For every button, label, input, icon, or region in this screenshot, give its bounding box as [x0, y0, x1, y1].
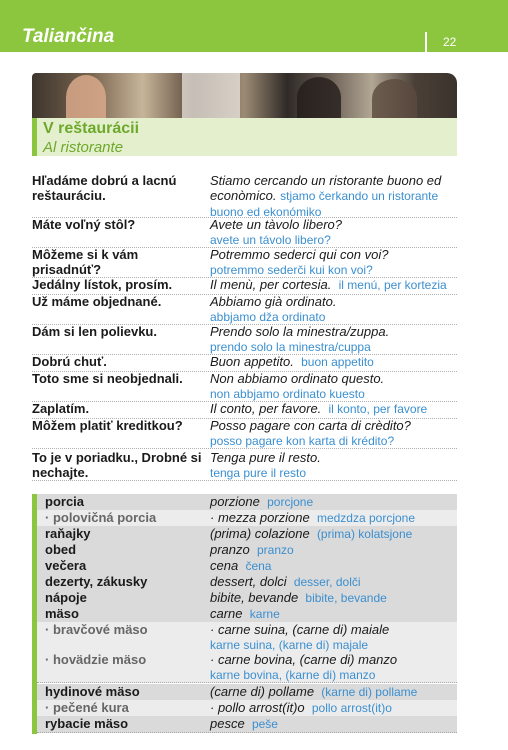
phrase-sk: Môžem platiť kreditkou?	[32, 418, 183, 433]
vocab-it	[210, 716, 457, 732]
section-subtitle: Al ristorante	[43, 139, 124, 156]
vocab-it	[210, 684, 457, 700]
phrase-it	[210, 418, 457, 449]
phrase-it-text: Prendo solo la minestra/zuppa.	[210, 324, 390, 339]
phrase-it	[210, 401, 457, 417]
phrase-pron: abbjamo dža ordinato	[210, 310, 326, 324]
phrase-sk: Dobrú chuť.	[32, 354, 107, 369]
phrase-pron: non abbjamo ordinato kuesto	[210, 387, 365, 401]
vocab-row	[37, 590, 457, 607]
phrase-it	[210, 324, 457, 355]
vocab-it-text: porzione	[210, 494, 260, 509]
vocab-pron: (prima) kolatsjone	[316, 527, 413, 541]
vocab-row	[37, 652, 457, 683]
phrase-pron: posso pagare kon karta di krédito?	[210, 434, 395, 448]
vocab-it	[210, 622, 457, 653]
phrase-it-text: Tenga pure il resto.	[210, 450, 321, 465]
phrase-row	[32, 277, 457, 295]
phrase-sk: Už máme objednané.	[32, 294, 162, 309]
vocab-sk: mäso	[45, 606, 79, 621]
phrase-it-text: Avete un tàvolo libero?	[210, 217, 343, 232]
vocab-row	[37, 606, 457, 623]
phrase-sk: Jedálny lístok, prosím.	[32, 277, 173, 292]
vocab-row	[37, 622, 457, 653]
vocab-it-text: (prima) colazione	[210, 526, 310, 541]
vocab-pron: (karne di) pollame	[321, 685, 418, 699]
phrase-pron: avete un távolo libero?	[210, 233, 331, 247]
vocab-pron: karne	[249, 607, 280, 621]
phrase-it-text: Il conto, per favore.	[210, 401, 322, 416]
phrase-it	[210, 217, 457, 248]
phrase-it-text: Potremmo sederci qui con voi?	[210, 247, 389, 262]
phrase-it-text: Buon appetito.	[210, 354, 294, 369]
phrase-sk: To je v poriadku., Drobné si nechajte.	[32, 450, 202, 480]
section-accent	[32, 118, 37, 156]
vocab-it-text: · carne bovina, (carne di) manzo	[210, 652, 398, 667]
vocab-sk: · hovädzie mäso	[45, 652, 147, 667]
vocab-pron: bibite, bevande	[305, 591, 387, 605]
vocab-it-text: bibite, bevande	[210, 590, 299, 605]
phrase-pron: potremmo sederči kui kon voi?	[210, 263, 373, 277]
phrase-pron: prendo solo la minestra/cuppa	[210, 340, 371, 354]
vocab-pron: medzdza porcjone	[316, 511, 416, 525]
phrase-row	[32, 371, 457, 402]
phrase-pron: tenga pure il resto	[210, 466, 307, 480]
photo-figure	[372, 79, 417, 118]
vocab-row	[37, 542, 457, 559]
vocab-sk: · pečené kura	[45, 700, 129, 715]
phrase-it-text: Stiamo cercando un ristorante buono ed econòmico.	[210, 173, 442, 203]
vocab-pron: desser, dolči	[293, 575, 361, 589]
vocab-it	[210, 510, 457, 526]
vocab-sk: · polovičná porcia	[45, 510, 157, 525]
page-header	[0, 0, 508, 52]
vocab-it	[210, 494, 457, 510]
phrase-row	[32, 354, 457, 372]
vocab-row	[37, 684, 457, 701]
vocab-it	[210, 606, 457, 622]
vocab-pron: čena	[245, 559, 272, 573]
phrase-pron: il menú, per kortezia	[338, 278, 447, 292]
vocab-row	[37, 558, 457, 575]
vocab-it-text: dessert, dolci	[210, 574, 287, 589]
phrase-pron: stjamo čerkando un ristorante buono ed ekonómiko	[210, 189, 439, 219]
vocab-it	[210, 652, 457, 683]
phrase-row	[32, 294, 457, 325]
vocab-it-text: · carne suina, (carne di) maiale	[210, 622, 390, 637]
vocab-it	[210, 526, 457, 542]
vocab-pron: pranzo	[256, 543, 294, 557]
phrase-row	[32, 324, 457, 355]
phrase-it	[210, 247, 457, 278]
restaurant-photo	[32, 73, 457, 118]
phrase-it	[210, 173, 457, 220]
section-title: V reštaurácii	[43, 120, 140, 137]
vocab-pron: pollo arrost(it)o	[311, 701, 392, 715]
phrase-it-text: Posso pagare con carta di crèdito?	[210, 418, 411, 433]
vocab-it-text: pesce	[210, 716, 245, 731]
phrase-row	[32, 401, 457, 419]
phrase-sk: Môžeme si k vám prisadnúť?	[32, 247, 139, 277]
page-number: 22	[443, 35, 457, 49]
vocab-row	[37, 716, 457, 733]
vocab-row	[37, 700, 457, 717]
vocab-row	[37, 494, 457, 511]
phrase-it-text: Il menù, per cortesia.	[210, 277, 332, 292]
phrase-it	[210, 277, 457, 293]
vocab-row	[37, 526, 457, 543]
phrase-sk: Zaplatím.	[32, 401, 90, 416]
vocab-row	[37, 574, 457, 591]
vocab-sk: dezerty, zákusky	[45, 574, 148, 589]
phrase-it	[210, 354, 457, 370]
phrase-pron: il konto, per favore	[328, 402, 428, 416]
phrase-it-text: Non abbiamo ordinato questo.	[210, 371, 385, 386]
vocab-it	[210, 574, 457, 590]
vocab-sk: raňajky	[45, 526, 91, 541]
vocab-it-text: · pollo arrost(it)o	[210, 700, 305, 715]
vocab-it	[210, 590, 457, 606]
phrase-row	[32, 217, 457, 248]
vocab-sk: porcia	[45, 494, 85, 509]
vocab-pron: peše	[251, 717, 278, 731]
vocab-it-text: (carne di) pollame	[210, 684, 315, 699]
vocab-it	[210, 700, 457, 716]
vocab-it-text: · mezza porzione	[210, 510, 310, 525]
vocab-pron: karne suina, (karne di) majale	[210, 638, 369, 652]
photo-figure	[297, 77, 341, 118]
phrase-it-text: Abbiamo già ordinato.	[210, 294, 337, 309]
phrase-row	[32, 247, 457, 278]
vocab-sk: hydinové mäso	[45, 684, 140, 699]
vocab-it	[210, 542, 457, 558]
phrase-it	[210, 371, 457, 402]
photo-figure	[182, 73, 240, 118]
photo-figure	[66, 75, 106, 118]
chapter-title: Taliančina	[22, 26, 115, 47]
phrase-it	[210, 294, 457, 325]
phrase-row	[32, 450, 457, 481]
vocab-sk: rybacie mäso	[45, 716, 129, 731]
vocab-pron: porcjone	[267, 495, 314, 509]
vocab-sk: večera	[45, 558, 87, 573]
header-separator	[425, 32, 427, 52]
phrase-row	[32, 173, 457, 218]
phrase-sk: Dám si len polievku.	[32, 324, 157, 339]
vocab-it-text: pranzo	[210, 542, 250, 557]
vocab-pron: karne bovina, (karne di) manzo	[210, 668, 376, 682]
phrase-sk: Hľadáme dobrú a lacnú reštauráciu.	[32, 173, 177, 203]
vocab-it	[210, 558, 457, 574]
phrase-sk: Máte voľný stôl?	[32, 217, 136, 232]
vocab-row	[37, 510, 457, 527]
phrase-pron: buon appetito	[301, 355, 374, 369]
phrase-row	[32, 418, 457, 449]
vocab-it-text: cena	[210, 558, 239, 573]
vocab-sk: · bravčové mäso	[45, 622, 148, 637]
vocab-it-text: carne	[210, 606, 243, 621]
vocab-sk: nápoje	[45, 590, 87, 605]
vocab-sk: obed	[45, 542, 77, 557]
phrase-it	[210, 450, 457, 481]
phrase-sk: Toto sme si neobjednali.	[32, 371, 183, 386]
